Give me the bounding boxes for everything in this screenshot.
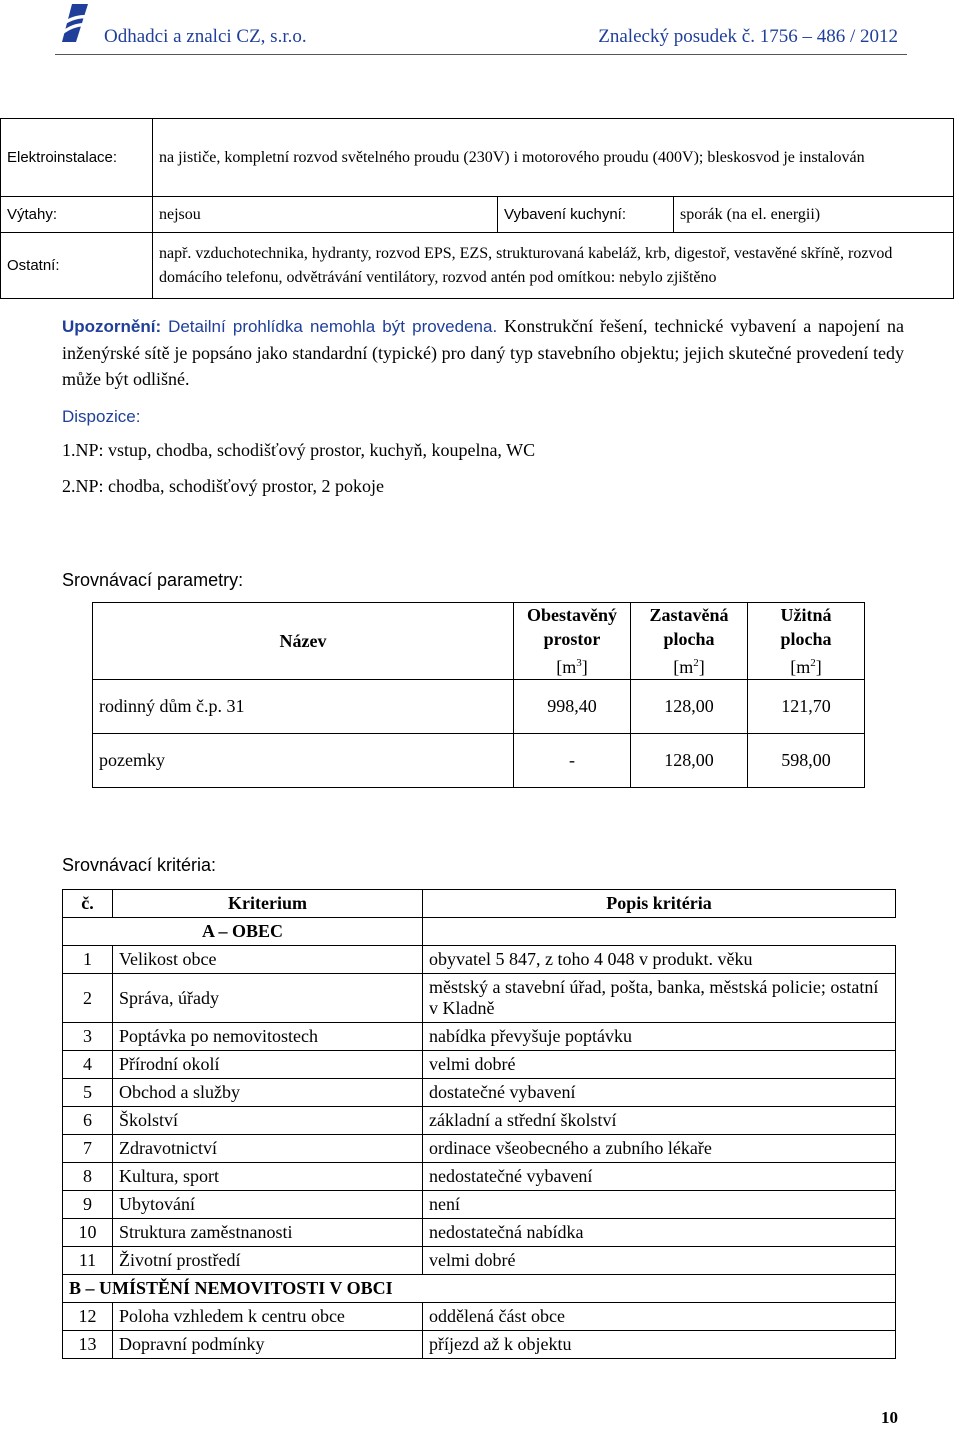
dispozice-heading: Dispozice:	[62, 407, 141, 426]
table-row	[63, 1303, 896, 1331]
criteria-section-a: A – OBEC	[63, 918, 423, 946]
table-row	[63, 1079, 896, 1107]
criteria-cell-kriterium: Poloha vzhledem k centru obce	[113, 1303, 423, 1331]
params-cell-zastavena: 128,00	[631, 734, 748, 788]
criteria-cell-number: 2	[63, 974, 113, 1023]
table-row	[63, 946, 896, 974]
criteria-section-a-spacer	[423, 918, 896, 946]
criteria-cell-number: 12	[63, 1303, 113, 1331]
criteria-cell-popis: není	[423, 1191, 896, 1219]
criteria-cell-kriterium: Obchod a služby	[113, 1079, 423, 1107]
criteria-cell-kriterium: Školství	[113, 1107, 423, 1135]
notice-label: Upozornění:	[62, 317, 162, 336]
kuchyn-label: Vybavení kuchyní:	[498, 197, 674, 233]
criteria-header-popis: Popis kritéria	[423, 890, 896, 918]
criteria-cell-popis: oddělená část obce	[423, 1303, 896, 1331]
table-row	[63, 1331, 896, 1359]
criteria-cell-popis: velmi dobré	[423, 1247, 896, 1275]
criteria-header-kriterium: Kriterium	[113, 890, 423, 918]
criteria-section-b: B – UMÍSTĚNÍ NEMOVITOSTI V OBCI	[63, 1275, 896, 1303]
criteria-cell-number: 9	[63, 1191, 113, 1219]
criteria-cell-number: 13	[63, 1331, 113, 1359]
table-row	[63, 1191, 896, 1219]
params-header-name: Název	[93, 603, 514, 680]
criteria-cell-popis: velmi dobré	[423, 1051, 896, 1079]
criteria-heading: Srovnávací kritéria:	[62, 855, 217, 875]
criteria-cell-number: 10	[63, 1219, 113, 1247]
criteria-cell-kriterium: Správa, úřady	[113, 974, 423, 1023]
criteria-cell-number: 6	[63, 1107, 113, 1135]
criteria-cell-number: 8	[63, 1163, 113, 1191]
params-cell-uzitna: 121,70	[748, 680, 865, 734]
dispozice-np2: 2.NP: chodba, schodišťový prostor, 2 pokoje	[62, 476, 384, 496]
notice-paragraph	[62, 313, 904, 392]
criteria-cell-number: 11	[63, 1247, 113, 1275]
params-cell-obestaveny: 998,40	[514, 680, 631, 734]
header-company: Odhadci a znalci CZ, s.r.o.	[104, 26, 307, 47]
params-header-obestaveny: Obestavěný prostor $[m^3]$	[514, 603, 631, 680]
criteria-cell-number: 1	[63, 946, 113, 974]
criteria-cell-kriterium: Životní prostředí	[113, 1247, 423, 1275]
params-cell-zastavena: 128,00	[631, 680, 748, 734]
company-logo	[58, 2, 94, 46]
criteria-cell-popis: nabídka převyšuje poptávku	[423, 1023, 896, 1051]
elektro-value: na jističe, kompletní rozvod světelného proudu (230V) i motorového proudu (400V); bleskosvod je instalován	[153, 119, 954, 197]
criteria-cell-popis: dostatečné vybavení	[423, 1079, 896, 1107]
table-row	[63, 974, 896, 1023]
criteria-cell-number: 4	[63, 1051, 113, 1079]
params-cell-uzitna: 598,00	[748, 734, 865, 788]
table-row	[63, 1247, 896, 1275]
vytahy-value: nejsou	[153, 197, 498, 233]
params-header-zastavena: Zastavěná plocha $[m^2]$	[631, 603, 748, 680]
criteria-cell-popis: obyvatel 5 847, z toho 4 048 v produkt. věku	[423, 946, 896, 974]
criteria-cell-kriterium: Zdravotnictví	[113, 1135, 423, 1163]
criteria-cell-popis: nedostatečná nabídka	[423, 1219, 896, 1247]
params-cell-obestaveny: -	[514, 734, 631, 788]
params-header-uzitna: Užitná plocha $[m^2]$	[748, 603, 865, 680]
criteria-cell-number: 3	[63, 1023, 113, 1051]
params-heading: Srovnávací parametry:	[62, 570, 244, 590]
page-number: 10	[881, 1408, 898, 1427]
criteria-table	[62, 889, 896, 1359]
criteria-cell-kriterium: Poptávka po nemovitostech	[113, 1023, 423, 1051]
criteria-cell-kriterium: Velikost obce	[113, 946, 423, 974]
criteria-cell-popis: příjezd až k objektu	[423, 1331, 896, 1359]
criteria-cell-popis: nedostatečné vybavení	[423, 1163, 896, 1191]
criteria-header-c: č.	[63, 890, 113, 918]
ostatni-value: např. vzduchotechnika, hydranty, rozvod EPS, EZS, strukturovaná kabeláž, krb, digestoř, vestavěné skříně, rozvod domácího telefonu, odvětrávání ventilátory, rozvod antén pod omítkou: nebylo zjištěno	[153, 233, 954, 299]
table-row	[93, 680, 865, 734]
notice-text: Konstrukční řešení, technické vybavení a napojení na inženýrské sítě je popsáno jako standardní (typické) pro daný typ stavebního objektu; jejich skutečné provedení tedy může být odlišné.	[62, 316, 904, 389]
criteria-cell-number: 5	[63, 1079, 113, 1107]
table-row	[63, 1051, 896, 1079]
criteria-cell-number: 7	[63, 1135, 113, 1163]
vytahy-label: Výtahy:	[1, 197, 153, 233]
table-row	[93, 734, 865, 788]
criteria-cell-popis: městský a stavební úřad, pošta, banka, městská policie; ostatní v Kladně	[423, 974, 896, 1023]
table-row	[63, 1135, 896, 1163]
params-table	[92, 602, 865, 788]
header-report-number: Znalecký posudek č. 1756 – 486 / 2012	[598, 26, 898, 47]
dispozice-np1: 1.NP: vstup, chodba, schodišťový prostor, kuchyň, koupelna, WC	[62, 440, 536, 460]
notice-lead: Detailní prohlídka nemohla být provedena.	[168, 317, 498, 336]
table-row	[63, 1023, 896, 1051]
criteria-cell-kriterium: Ubytování	[113, 1191, 423, 1219]
kuchyn-value: sporák (na el. energii)	[674, 197, 954, 233]
criteria-cell-popis: ordinace všeobecného a zubního lékaře	[423, 1135, 896, 1163]
criteria-cell-kriterium: Kultura, sport	[113, 1163, 423, 1191]
elektro-label: Elektroinstalace:	[1, 119, 153, 197]
params-cell-name: pozemky	[93, 734, 514, 788]
table-row	[63, 1163, 896, 1191]
criteria-cell-kriterium: Přírodní okolí	[113, 1051, 423, 1079]
params-cell-name: rodinný dům č.p. 31	[93, 680, 514, 734]
building-info-table	[0, 118, 954, 299]
ostatni-label: Ostatní:	[1, 233, 153, 299]
table-row	[63, 1219, 896, 1247]
criteria-cell-kriterium: Struktura zaměstnanosti	[113, 1219, 423, 1247]
criteria-cell-kriterium: Dopravní podmínky	[113, 1331, 423, 1359]
header-divider	[55, 54, 907, 55]
criteria-cell-popis: základní a střední školství	[423, 1107, 896, 1135]
table-row	[63, 1107, 896, 1135]
